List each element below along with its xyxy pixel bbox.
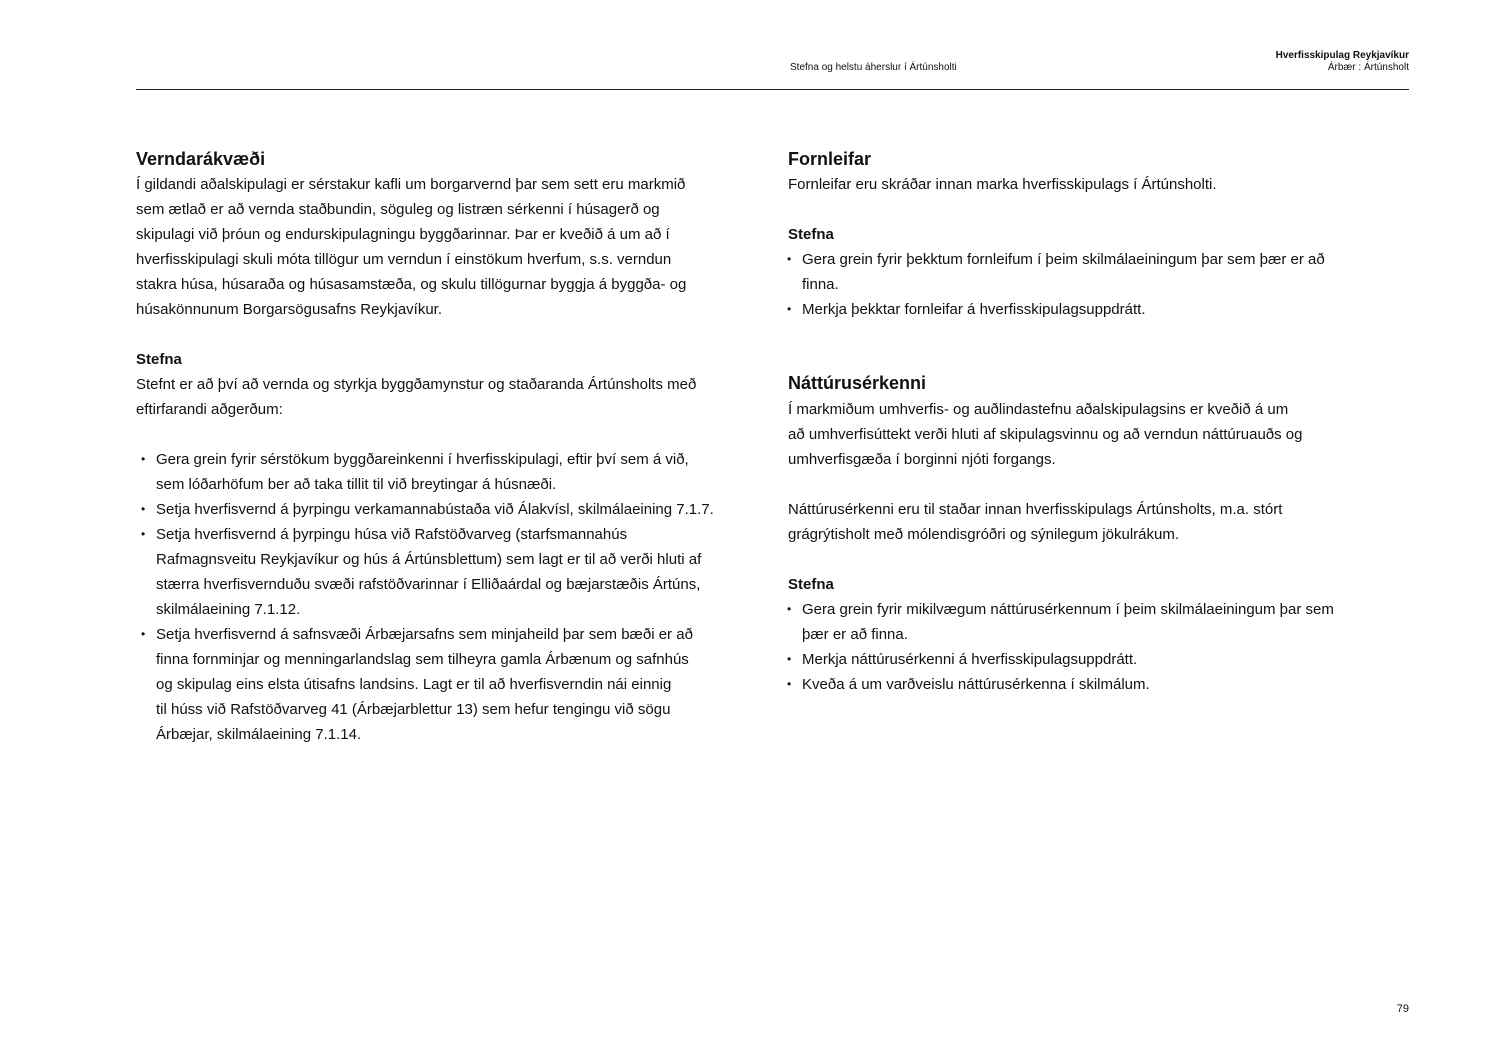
natturuserkenni-policy-label: Stefna	[788, 576, 834, 593]
heading-fornleifar: Fornleifar	[788, 149, 872, 169]
list-item	[782, 597, 1412, 647]
fornleifar-intro	[788, 172, 1418, 197]
text-line: skilmálaeining 7.1.12.	[156, 601, 301, 618]
running-header-section: Stefna og helstu áherslur í Ártúnsholti	[790, 62, 957, 73]
header-divider	[136, 89, 1409, 90]
document-title: Hverfisskipulag Reykjavíkur	[1275, 50, 1409, 61]
text-line: til húss við Rafstöðvarveg 41 (Árbæjarblettur 13) sem hefur tengingu við sögu	[156, 701, 671, 718]
verndarakvaedi-intro	[136, 172, 766, 322]
bullet-icon: •	[141, 502, 146, 516]
text-line: Gera grein fyrir mikilvægum náttúrusérkennum í þeim skilmálaeiningum þar sem	[802, 601, 1334, 618]
text-line: Setja hverfisvernd á þyrpingu verkamannabústaða við Álakvísl, skilmálaeining 7.1.7.	[156, 501, 714, 518]
verndarakvaedi-policy-intro	[136, 372, 766, 422]
text-line: Fornleifar eru skráðar innan marka hverfisskipulags í Ártúnsholti.	[788, 176, 1217, 193]
natturuserkenni-p1	[788, 397, 1418, 472]
text-line: skipulagi við þróun og endurskipulagningu byggðarinnar. Þar er kveðið á um að í	[136, 226, 670, 243]
text-line: Setja hverfisvernd á þyrpingu húsa við Rafstöðvarveg (starfsmannahús	[156, 526, 628, 543]
text-line: finna fornminjar og menningarlandslag sem tilheyra gamla Árbænum og safnhús	[156, 651, 689, 668]
heading-verndarakvaedi: Verndarákvæði	[136, 149, 266, 169]
page-number: 79	[1396, 1003, 1409, 1015]
text-line: finna.	[802, 276, 839, 293]
bullet-icon: •	[787, 677, 792, 691]
text-line: sem lóðarhöfum ber að taka tillit til við breytingar á húsnæði.	[156, 476, 557, 493]
bullet-icon: •	[787, 302, 792, 316]
natturuserkenni-bullets	[782, 597, 1412, 697]
text-line: Setja hverfisvernd á safnsvæði Árbæjarsafns sem minjaheild þar sem bæði er að	[156, 626, 693, 643]
text-line: Gera grein fyrir sérstökum byggðareinkenni í hverfisskipulagi, eftir því sem á við,	[156, 451, 689, 468]
text-line: grágrýtisholt með mólendisgróðri og sýnilegum jökulrákum.	[788, 526, 1180, 543]
list-item	[782, 297, 1412, 322]
text-line: umhverfisgæða í borginni njóti forgangs.	[788, 451, 1056, 468]
bullet-icon: •	[787, 252, 792, 266]
text-line: Náttúrusérkenni eru til staðar innan hverfisskipulags Ártúnsholts, m.a. stórt	[788, 501, 1283, 518]
list-item	[782, 647, 1412, 672]
text-line: Kveða á um varðveislu náttúrusérkenna í skilmálum.	[802, 676, 1150, 693]
text-line: sem ætlað er að vernda staðbundin, söguleg og listræn sérkenni í húsagerð og	[136, 201, 660, 218]
text-line: eftirfarandi aðgerðum:	[136, 401, 283, 418]
text-line: hverfisskipulagi skuli móta tillögur um verndun í einstökum hverfum, s.s. verndun	[136, 251, 672, 268]
text-line: Árbæjar, skilmálaeining 7.1.14.	[156, 726, 362, 743]
text-line: og skipulag eins elsta útisafns landsins. Lagt er til að hverfisverndin nái einnig	[156, 676, 672, 693]
text-line: Rafmagnsveitu Reykjavíkur og hús á Ártúnsblettum) sem lagt er til að verði hluti af	[156, 551, 702, 568]
bullet-icon: •	[141, 627, 146, 641]
list-item	[782, 247, 1412, 297]
text-line: stærra hverfisvernduðu svæði rafstöðvarinnar í Elliðaárdal og bæjarstæðis Ártúns,	[156, 576, 701, 593]
fornleifar-bullets	[782, 247, 1412, 322]
list-item	[136, 497, 766, 522]
list-item	[782, 672, 1412, 697]
text-line: Stefnt er að því að vernda og styrkja byggðamynstur og staðaranda Ártúnsholts með	[136, 376, 697, 393]
bullet-icon: •	[141, 527, 146, 541]
heading-natturuserkenni: Náttúrusérkenni	[788, 373, 927, 393]
text-line: Merkja þekktar fornleifar á hverfisskipulagsuppdrátt.	[802, 301, 1146, 318]
verndarakvaedi-policy-label: Stefna	[136, 351, 182, 368]
verndarakvaedi-bullets	[136, 447, 766, 747]
bullet-icon: •	[787, 652, 792, 666]
text-line: að umhverfisúttekt verði hluti af skipulagsvinnu og að verndun náttúruauðs og	[788, 426, 1303, 443]
text-line: húsakönnunum Borgarsögusafns Reykjavíkur.	[136, 301, 443, 318]
document-subtitle: Árbær : Ártúnsholt	[1327, 62, 1409, 73]
bullet-icon: •	[141, 452, 146, 466]
bullet-icon: •	[787, 602, 792, 616]
running-header-title	[1276, 50, 1409, 74]
text-line: þær er að finna.	[802, 626, 908, 643]
text-line: Í gildandi aðalskipulagi er sérstakur kafli um borgarvernd þar sem sett eru markmið	[136, 176, 686, 193]
fornleifar-policy-label: Stefna	[788, 226, 834, 243]
list-item	[136, 622, 766, 747]
text-line: Merkja náttúrusérkenni á hverfisskipulagsuppdrátt.	[802, 651, 1138, 668]
list-item	[136, 447, 766, 497]
list-item	[136, 522, 766, 622]
text-line: Í markmiðum umhverfis- og auðlindastefnu aðalskipulagsins er kveðið á um	[788, 401, 1289, 418]
text-line: Gera grein fyrir þekktum fornleifum í þeim skilmálaeiningum þar sem þær er að	[802, 251, 1325, 268]
natturuserkenni-p2	[788, 497, 1418, 547]
text-line: stakra húsa, húsaraða og húsasamstæða, og skulu tillögurnar byggja á byggða- og	[136, 276, 687, 293]
